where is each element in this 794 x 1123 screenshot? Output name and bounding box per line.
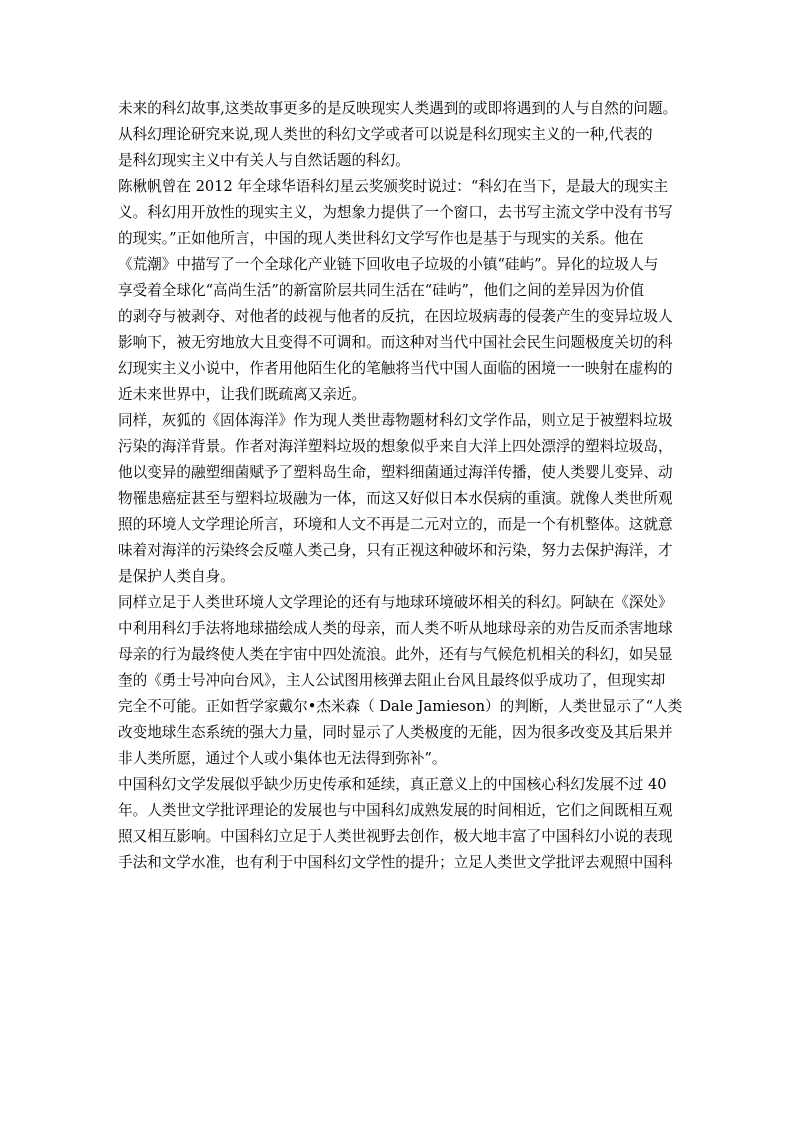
- text-line: 未来的科幻故事,这类故事更多的是反映现实人类遇到的或即将遇到的人与自然的问题。: [118, 100, 678, 117]
- text-line: 味着对海洋的污染终会反噬人类己身，只有正视这种破坏和污染，努力去保护海洋，才: [118, 542, 673, 559]
- text-line: 改变地球生态系统的强大力量，同时显示了人类极度的无能，因为很多改变及其后果并: [118, 724, 673, 741]
- text-line: 近未来世界中，让我们既疏离又亲近。: [118, 386, 367, 403]
- body-text: [118, 96, 684, 876]
- text-line: 享受着全球化“高尚生活”的新富阶层共同生活在“硅屿”，他们之间的差异因为价值: [118, 282, 645, 299]
- text-line: 完全不可能。正如哲学家戴尔•杰米森（ Dale Jamieson）的判断，人类世显示了“人类: [118, 698, 683, 715]
- text-line: 是科幻现实主义中有关人与自然话题的科幻。: [118, 152, 410, 169]
- paragraph-3: [118, 408, 684, 590]
- text-line: 影响下，被无穷地放大且变得不可调和。而这种对当代中国社会民生问题极度关切的科: [118, 334, 673, 351]
- text-line: 幻现实主义小说中，作者用他陌生化的笔触将当代中国人面临的困境一一映射在虚构的: [118, 360, 673, 377]
- text-line: 的剥夺与被剥夺、对他者的歧视与他者的反抗，在因垃圾病毒的侵袭产生的变异垃圾人: [118, 308, 673, 325]
- text-line: 中利用科幻手法将地球描绘成人类的母亲，而人类不听从地球母亲的劝告反而杀害地球: [118, 620, 673, 637]
- text-line: 母亲的行为最终使人类在宇宙中四处流浪。此外，还有与气候危机相关的科幻，如吴显: [118, 646, 673, 663]
- text-line: 同样，灰狐的《固体海洋》作为现人类世毒物题材科幻文学作品，则立足于被塑料垃圾: [118, 412, 673, 429]
- text-line: 中国科幻文学发展似乎缺少历史传承和延续，真正意义上的中国核心科幻发展不过 40: [118, 776, 667, 793]
- text-line: 奎的《勇士号冲向台风》，主人公试图用核弹去阻止台风且最终似乎成功了，但现实却: [118, 672, 666, 689]
- text-line: 照的环境人文学理论所言，环境和人文不再是二元对立的，而是一个有机整体。这就意: [118, 516, 673, 533]
- text-line: 《荒潮》中描写了一个全球化产业链下回收电子垃圾的小镇“硅屿”。异化的垃圾人与: [118, 256, 659, 273]
- text-line: 非人类所愿，通过个人或小集体也无法得到弥补”。: [118, 750, 447, 767]
- paragraph-1: [118, 96, 684, 174]
- text-line: 的现实。”正如他所言，中国的现人类世科幻文学写作也是基于与现实的关系。他在: [118, 230, 644, 247]
- text-line: 物罹患癌症甚至与塑料垃圾融为一体，而这又好似日本水俣病的重演。就像人类世所观: [118, 490, 673, 507]
- text-line: 是保护人类自身。: [118, 568, 235, 585]
- text-line: 污染的海洋背景。作者对海洋塑料垃圾的想象似乎来自大洋上四处漂浮的塑料垃圾岛，: [118, 438, 673, 455]
- text-line: 从科幻理论研究来说,现人类世的科幻文学或者可以说是科幻现实主义的一种,代表的: [118, 126, 653, 143]
- text-line: 同样立足于人类世环境人文学理论的还有与地球环境破坏相关的科幻。阿缺在《深处》: [118, 594, 673, 611]
- paragraph-5: [118, 772, 684, 876]
- text-line: 义。科幻用开放性的现实主义，为想象力提供了一个窗口，去书写主流文学中没有书写: [118, 204, 673, 221]
- text-line: 年。人类世文学批评理论的发展也与中国科幻成熟发展的时间相近，它们之间既相互观: [118, 802, 673, 819]
- paragraph-4: [118, 590, 684, 772]
- text-line: 手法和文学水准，也有利于中国科幻文学性的提升；立足人类世文学批评去观照中国科: [118, 854, 673, 871]
- text-line: 陈楸帆曾在 2012 年全球华语科幻星云奖颁奖时说过：“科幻在当下，是最大的现实主: [118, 178, 669, 195]
- paragraph-2: [118, 174, 684, 408]
- text-line: 他以变异的融塑细菌赋予了塑料岛生命，塑料细菌通过海洋传播，使人类婴儿变异、动: [118, 464, 673, 481]
- text-line: 照又相互影响。中国科幻立足于人类世视野去创作，极大地丰富了中国科幻小说的表现: [118, 828, 673, 845]
